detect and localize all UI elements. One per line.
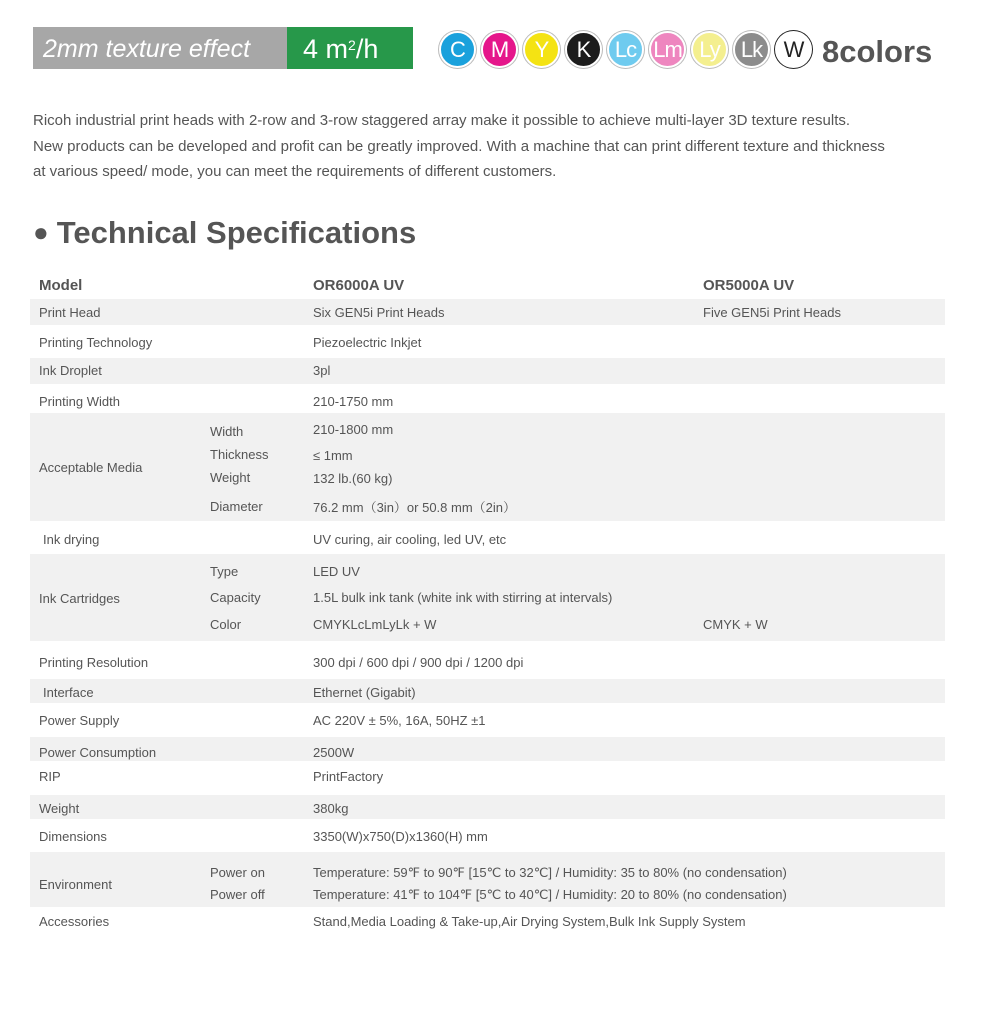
sub-label: Type — [210, 564, 239, 579]
row-value-a: PrintFactory — [313, 769, 384, 784]
row-label: Acceptable Media — [39, 460, 143, 475]
row-value-a: CMYKLcLmLyLk + W — [313, 617, 437, 632]
row-value-a: 3pl — [313, 363, 331, 378]
sub-label: Thickness — [210, 447, 269, 462]
bullet-icon: ● — [33, 217, 49, 247]
row-label: Accessories — [39, 914, 110, 929]
row-value-a: 300 dpi / 600 dpi / 900 dpi / 1200 dpi — [313, 655, 524, 670]
sub-label: Power off — [210, 887, 265, 902]
model-b-header: OR5000A UV — [703, 277, 795, 294]
row-label: Power Consumption — [39, 745, 157, 760]
table-row — [30, 641, 945, 679]
speed-exponent: 2 — [348, 37, 356, 53]
row-label: RIP — [39, 769, 61, 784]
table-row — [30, 299, 945, 325]
table-row — [30, 703, 945, 737]
row-label: Print Head — [39, 305, 101, 320]
table-row — [30, 679, 945, 703]
row-value-a: Six GEN5i Print Heads — [313, 305, 445, 320]
row-label: Environment — [39, 877, 112, 892]
row-value-a: Piezoelectric Inkjet — [313, 335, 422, 350]
row-value-a: UV curing, air cooling, led UV, etc — [313, 532, 507, 547]
row-label: Ink Droplet — [39, 363, 102, 378]
row-value-a: LED UV — [313, 564, 360, 579]
sub-label: Weight — [210, 470, 251, 485]
row-value-a: 3350(W)x750(D)x1360(H) mm — [313, 829, 488, 844]
section-title — [33, 215, 416, 251]
colors-count-label: 8colors — [822, 34, 933, 69]
ink-dot-c: C — [439, 31, 476, 68]
row-value-a: 210-1750 mm — [313, 394, 394, 409]
row-value-a: 2500W — [313, 745, 355, 760]
row-value-a: ≤ 1mm — [313, 448, 353, 463]
row-label: Ink Cartridges — [39, 591, 120, 606]
row-value-a: 1.5L bulk ink tank (white ink with stirring at intervals) — [313, 590, 613, 605]
row-value-a: Temperature: 59℉ to 90℉ [15℃ to 32℃] / Humidity: 35 to 80% (no condensation) — [313, 865, 787, 880]
row-value-a: 132 lb.(60 kg) — [313, 471, 393, 486]
ink-dot-lc: Lc — [607, 31, 644, 68]
table-row — [30, 795, 945, 819]
row-label: Printing Resolution — [39, 655, 149, 670]
row-value-b: CMYK + W — [703, 617, 768, 632]
row-value-a: 380kg — [313, 801, 349, 816]
row-label: Printing Width — [39, 394, 120, 409]
row-value-b: Five GEN5i Print Heads — [703, 305, 841, 320]
row-label: Dimensions — [39, 829, 107, 844]
row-value-a: Temperature: 41℉ to 104℉ [5℃ to 40℃] / Humidity: 20 to 80% (no condensation) — [313, 887, 787, 902]
table-row — [30, 907, 945, 935]
texture-effect-badge: 2mm texture effect — [33, 27, 287, 69]
table-row — [30, 358, 945, 384]
row-label: Interface — [43, 685, 94, 700]
row-label: Ink drying — [43, 532, 100, 547]
row-value-a: Ethernet (Gigabit) — [313, 685, 416, 700]
table-row-acceptable-media — [30, 413, 945, 521]
spec-table — [30, 272, 945, 935]
row-value-a: 76.2 mm（3in）or 50.8 mm（2in） — [313, 500, 517, 515]
sub-label: Power on — [210, 865, 265, 880]
table-row — [30, 384, 945, 413]
row-value-a: Stand,Media Loading & Take-up,Air Drying System,Bulk Ink Supply System — [313, 914, 746, 929]
print-speed-badge — [287, 27, 413, 69]
row-label: Power Supply — [39, 713, 120, 728]
model-a-header: OR6000A UV — [313, 277, 405, 294]
row-value-a: AC 220V ± 5%, 16A, 50HZ ±1 — [313, 713, 486, 728]
row-value-a: 210-1800 mm — [313, 422, 394, 437]
intro-line: Ricoh industrial print heads with 2-row and 3-row staggered array make it possible to achieve multi-layer 3D texture results. — [33, 112, 851, 129]
speed-value: 4 m — [303, 34, 349, 64]
table-row — [30, 737, 945, 761]
ink-dot-ly: Ly — [691, 31, 728, 68]
table-header-row — [30, 272, 945, 299]
intro-line: New products can be developed and profit can be greatly improved. With a machine that can print different texture and thickness — [33, 137, 885, 155]
ink-dot-k: K — [565, 31, 602, 68]
table-row — [30, 521, 945, 554]
intro-line: at various speed/ mode, you can meet the requirements of different customers. — [33, 163, 557, 180]
sub-label: Diameter — [210, 499, 263, 514]
intro-paragraph — [33, 108, 953, 185]
ink-dot-y: Y — [523, 31, 560, 68]
table-row-environment — [30, 852, 945, 907]
table-row-ink-cartridges — [30, 554, 945, 641]
ink-color-dots — [439, 31, 812, 71]
ink-dot-lk: Lk — [733, 31, 770, 68]
sub-label: Width — [210, 424, 244, 439]
speed-unit: /h — [355, 34, 379, 64]
section-title-text: Technical Specifications — [56, 215, 417, 250]
table-row — [30, 819, 945, 852]
model-header: Model — [39, 277, 83, 294]
table-row — [30, 761, 945, 795]
ink-dot-lm: Lm — [649, 31, 686, 68]
row-label: Weight — [39, 801, 80, 816]
sub-label: Capacity — [210, 590, 261, 605]
row-label: Printing Technology — [39, 335, 153, 350]
ink-dot-m: M — [481, 31, 518, 68]
ink-dot-w: W — [775, 31, 812, 68]
sub-label: Color — [210, 617, 242, 632]
table-row — [30, 325, 945, 358]
